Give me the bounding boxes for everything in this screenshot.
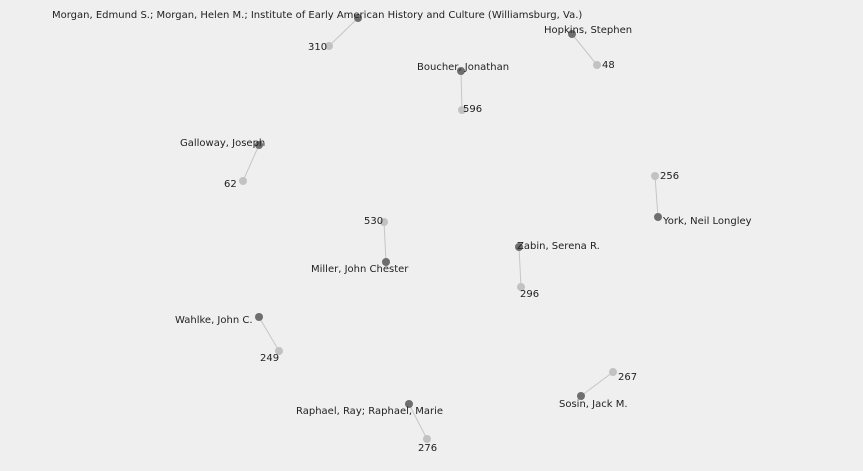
author-label-sosin: Sosin, Jack M. bbox=[559, 399, 628, 410]
count-label-galloway: 62 bbox=[224, 179, 237, 190]
count-label-morgan: 310 bbox=[308, 42, 328, 53]
count-label-zabin: 296 bbox=[520, 289, 540, 300]
link-galloway bbox=[243, 145, 259, 181]
count-label-hopkins: 48 bbox=[602, 60, 615, 71]
author-label-morgan: Morgan, Edmund S.; Morgan, Helen M.; Institute of Early American History and Culture (Williamsburg, Va.) bbox=[52, 10, 583, 21]
count-node-york[interactable] bbox=[651, 172, 659, 180]
author-label-boucher: Boucher, Jonathan bbox=[417, 62, 510, 73]
link-morgan bbox=[329, 18, 358, 46]
count-label-miller: 530 bbox=[364, 216, 384, 227]
count-label-raphael: 276 bbox=[418, 443, 438, 454]
link-boucher bbox=[461, 71, 462, 110]
count-node-raphael[interactable] bbox=[423, 435, 431, 443]
labels-layer bbox=[52, 10, 752, 454]
nodes-layer bbox=[239, 14, 662, 443]
author-label-hopkins: Hopkins, Stephen bbox=[544, 25, 633, 36]
count-label-sosin: 267 bbox=[618, 372, 638, 383]
author-label-zabin: Zabin, Serena R. bbox=[517, 241, 600, 252]
author-label-galloway: Galloway, Joseph bbox=[180, 138, 266, 149]
author-label-miller: Miller, John Chester bbox=[311, 264, 409, 275]
author-node-york[interactable] bbox=[654, 213, 662, 221]
link-miller bbox=[384, 222, 386, 262]
link-hopkins bbox=[572, 34, 597, 65]
author-label-wahlke: Wahlke, John C. bbox=[175, 315, 253, 326]
count-node-hopkins[interactable] bbox=[593, 61, 601, 69]
author-label-raphael: Raphael, Ray; Raphael, Marie bbox=[296, 406, 444, 417]
link-zabin bbox=[519, 247, 521, 287]
author-node-wahlke[interactable] bbox=[255, 313, 263, 321]
count-label-york: 256 bbox=[660, 171, 680, 182]
count-label-boucher: 596 bbox=[463, 104, 483, 115]
link-york bbox=[655, 176, 658, 217]
author-label-york: York, Neil Longley bbox=[663, 216, 752, 227]
links-layer bbox=[243, 18, 658, 439]
count-label-wahlke: 249 bbox=[260, 353, 280, 364]
link-wahlke bbox=[259, 317, 279, 351]
count-node-galloway[interactable] bbox=[239, 177, 247, 185]
link-sosin bbox=[581, 372, 613, 396]
count-node-sosin[interactable] bbox=[609, 368, 617, 376]
